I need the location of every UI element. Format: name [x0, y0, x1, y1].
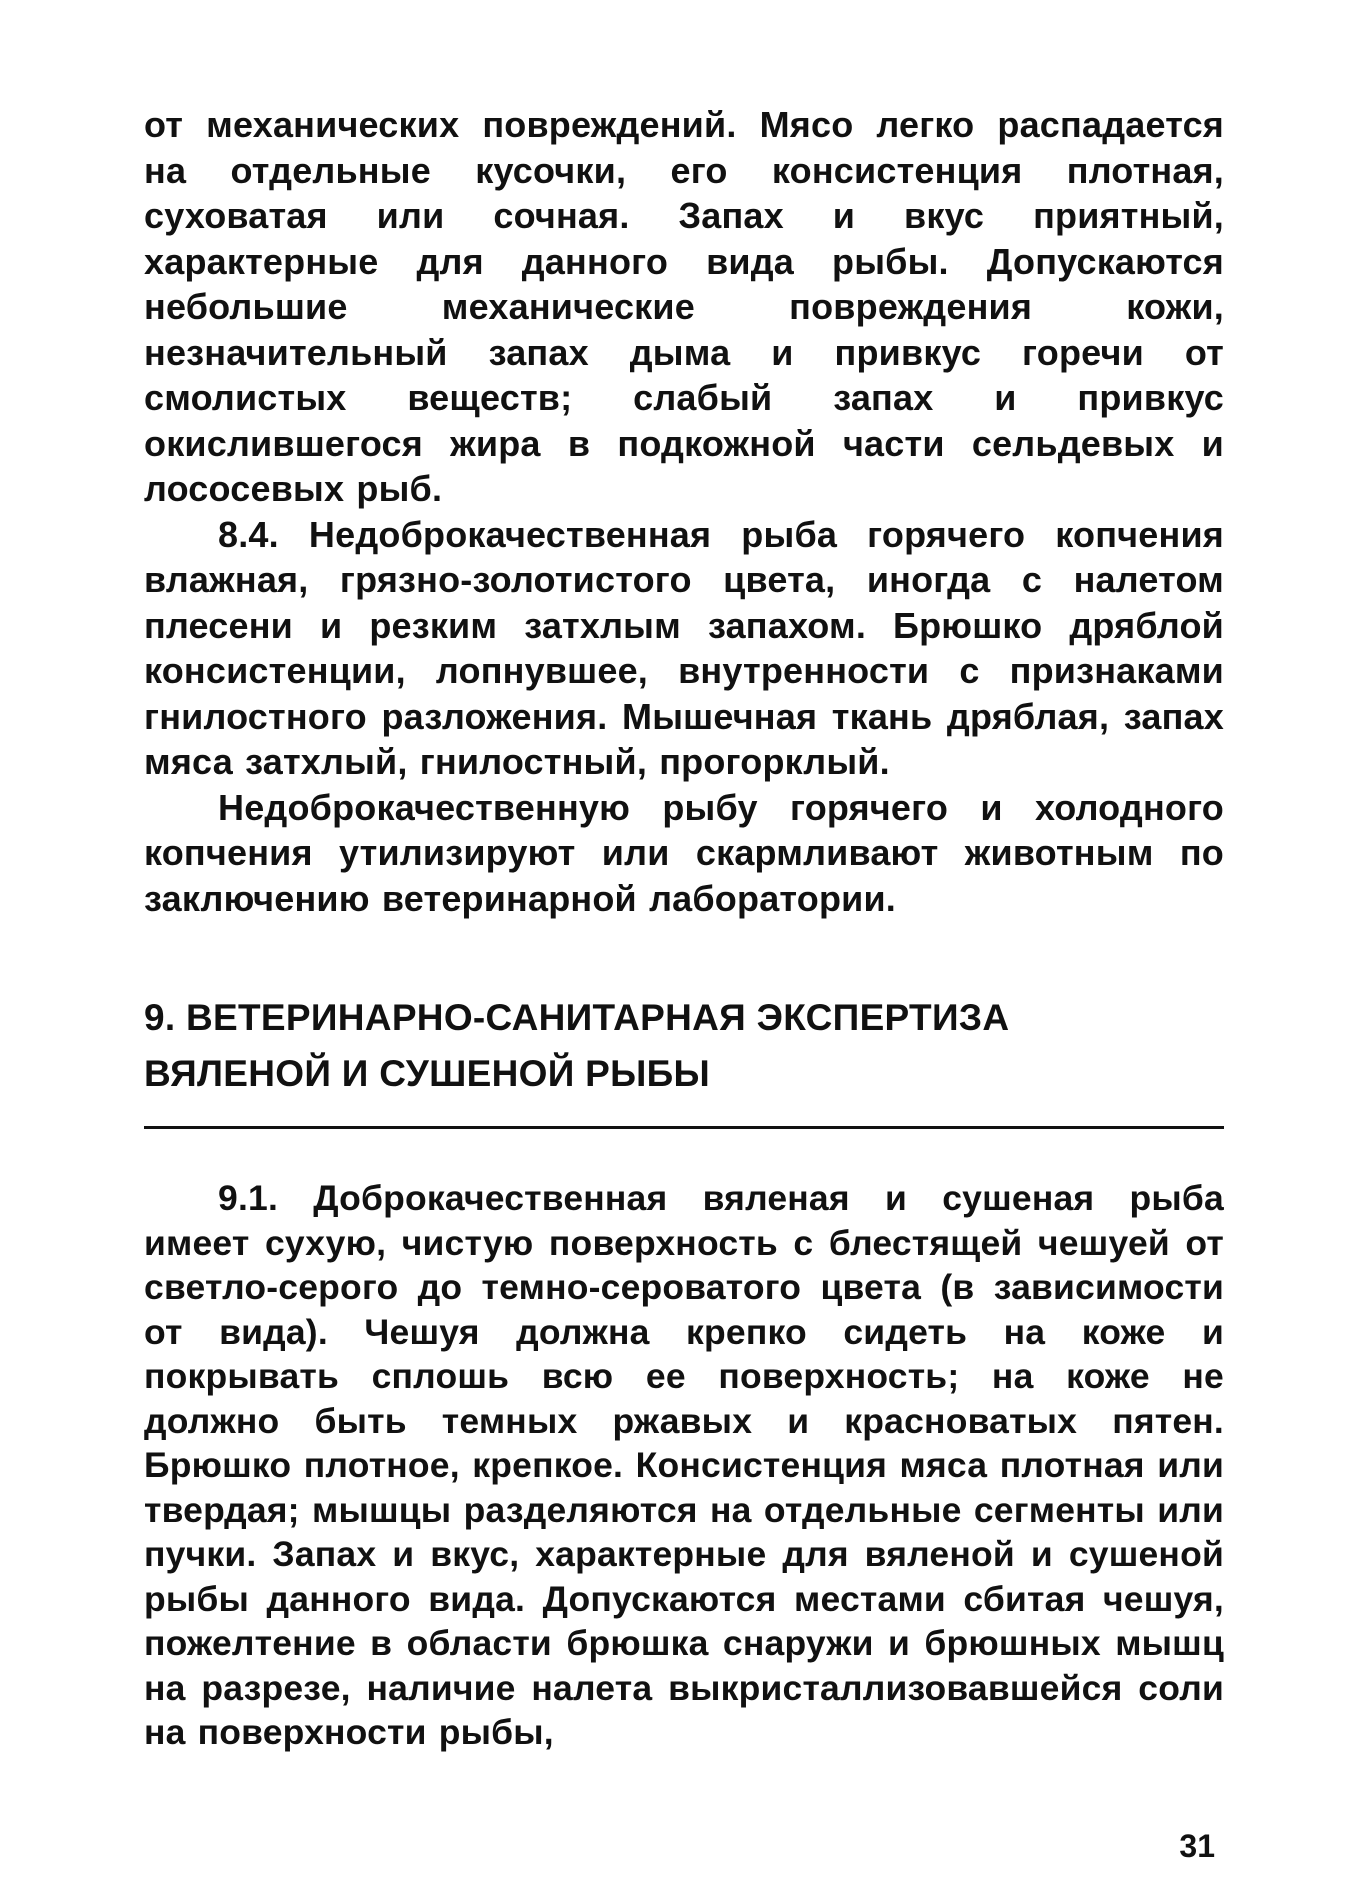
paragraph-9-1: 9.1. Доброкачественная вяленая и сушеная рыба имеет сухую, чистую поверхность с блестящей чешуей от светло-серого до темно-сероватого цвета (в зависимости от вида). Чешуя должна крепко сидеть на коже и покрывать сплошь всю ее поверхность; на коже не должно быть темных ржавых и красноватых пятен. Брюшко плотное, крепкое. Консистенция мяса плотная или твердая; мышцы разделяются на отдельные сегменты или пучки. Запах и вкус, характерные для вяленой и сушеной рыбы данного вида. Допускаются местами сбитая чешуя, пожелтение в области брюшка снаружи и брюшных мышц на разрезе, наличие налета выкристаллизовавшейся соли на поверхности рыбы, [144, 1178, 1224, 1752]
section-heading-line2: ВЯЛЕНОЙ И СУШЕНОЙ РЫБЫ [144, 1053, 711, 1094]
paragraph-disposal: Недоброкачественную рыбу горячего и холодного копчения утилизируют или скармливают животным по заключению ветеринарной лаборатории. [144, 786, 1224, 919]
section-heading-line1: 9. ВЕТЕРИНАРНО-САНИТАРНАЯ ЭКСПЕРТИЗА [144, 997, 1010, 1038]
section-heading [144, 990, 1224, 1102]
page-number: 31 [1179, 1828, 1215, 1864]
text-block-bottom [144, 1176, 1224, 1755]
paragraph-8-4: 8.4. Недоброкачественная рыба горячего копчения влажная, грязно-золотистого цвета, иногда с налетом плесени и резким затхлым запахом. Брюшко дряблой консистенции, лопнувшее, внутренности с признаками гнилостного разложения. Мышечная ткань дряблая, запах мяса затхлый, гнилостный, прогорклый. [144, 513, 1224, 782]
heading-divider [144, 1126, 1224, 1129]
text-block-top [144, 102, 1224, 921]
paragraph-continuation: от механических повреждений. Мясо легко распадается на отдельные кусочки, его консистенция плотная, суховатая или сочная. Запах и вкус приятный, характерные для данного вида рыбы. Допускаются небольшие механические повреждения кожи, незначительный запах дыма и привкус горечи от смолистых веществ; слабый запах и привкус окислившегося жира в подкожной части сельдевых и лососевых рыб. [144, 104, 1224, 509]
